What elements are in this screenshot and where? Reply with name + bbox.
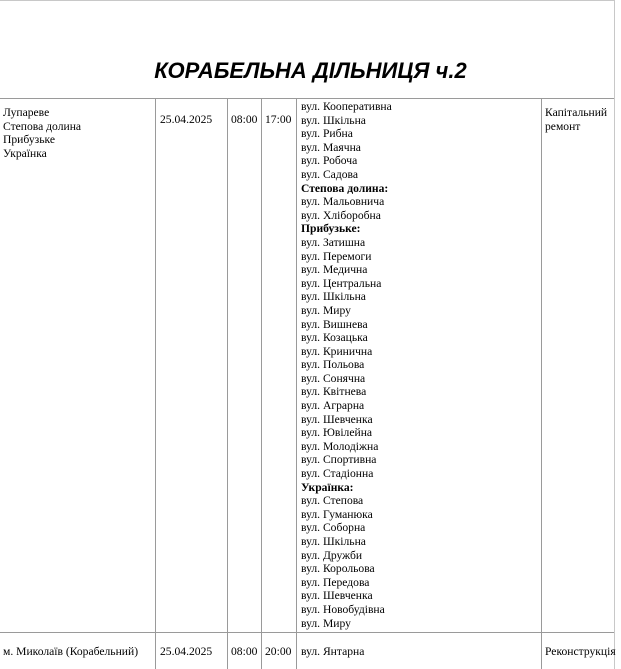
reason-cell: [545, 645, 616, 659]
streets-cell: [301, 100, 392, 630]
settlement-header: Прибузьке:: [301, 222, 361, 236]
date-cell: 25.04.2025: [160, 645, 213, 658]
street-name: вул. Шкільна: [301, 290, 366, 304]
street-name: вул. Сонячна: [301, 371, 366, 385]
street-name: вул. Кооперативна: [301, 100, 392, 113]
street-name: вул. Спортивна: [301, 453, 377, 467]
street-name: вул. Корольова: [301, 562, 375, 576]
page-title: КОРАБЕЛЬНА ДІЛЬНИЦЯ ч.2: [154, 58, 467, 83]
street-name: вул. Дружби: [301, 548, 363, 562]
reason-text: Реконструкція: [545, 645, 616, 658]
street-name: вул. Степова: [301, 494, 364, 508]
street-name: вул. Робоча: [301, 154, 358, 168]
street-name: вул. Хліборобна: [301, 208, 381, 222]
end-time-cell: 17:00: [265, 113, 292, 126]
street-name: вул. Рибна: [301, 127, 353, 141]
street-name: вул. Затишна: [301, 235, 366, 249]
column-divider: [227, 98, 228, 669]
street-name: вул. Вишнева: [301, 317, 368, 331]
street-name: вул. Кринична: [301, 344, 373, 358]
street-name: вул. Новобудівна: [301, 602, 385, 616]
street-name: вул. Соборна: [301, 521, 366, 535]
settlement-header: Степова долина:: [301, 181, 389, 195]
street-name: вул. Стадіонна: [301, 467, 374, 481]
reason-text: ремонт: [545, 119, 581, 133]
street-name: вул. Маячна: [301, 140, 361, 154]
street-name: вул. Шкільна: [301, 113, 366, 127]
column-divider: [261, 98, 262, 669]
end-time-cell: 20:00: [265, 645, 292, 658]
street-name: вул. Янтарна: [301, 645, 365, 658]
streets-cell: [301, 645, 364, 659]
street-name: вул. Миру: [301, 616, 351, 630]
page-right-border: [614, 0, 615, 669]
column-divider: [155, 98, 156, 669]
street-name: вул. Аграрна: [301, 399, 365, 413]
start-time-cell: 08:00: [231, 645, 258, 658]
settlement-name: Українка: [3, 146, 47, 160]
street-name: вул. Садова: [301, 167, 358, 181]
street-name: вул. Передова: [301, 575, 370, 589]
row-divider: [0, 632, 614, 633]
street-name: вул. Центральна: [301, 276, 382, 290]
date-cell: 25.04.2025: [160, 113, 213, 126]
street-name: вул. Шевченка: [301, 589, 373, 603]
street-name: вул. Молодіжна: [301, 439, 379, 453]
table-top-border: [0, 98, 614, 99]
street-name: вул. Шкільна: [301, 535, 366, 548]
column-divider: [541, 98, 542, 669]
settlement-name: Лупареве: [3, 106, 50, 119]
street-name: вул. Перемоги: [301, 249, 372, 263]
settlement-name: м. Миколаїв (Корабельний): [3, 645, 139, 658]
settlements-cell: [3, 106, 81, 160]
column-divider: [296, 98, 297, 669]
street-name: вул. Козацька: [301, 331, 368, 345]
street-name: вул. Шевченка: [301, 412, 373, 426]
street-name: вул. Мальовнича: [301, 195, 385, 209]
settlement-name: Степова долина: [3, 119, 82, 133]
settlement-header: Українка:: [301, 480, 354, 494]
settlement-name: Прибузьке: [3, 133, 55, 147]
street-name: вул. Польова: [301, 358, 365, 372]
street-name: вул. Миру: [301, 303, 351, 317]
settlements-cell: [3, 645, 138, 659]
reason-cell: [545, 106, 607, 133]
street-name: вул. Гуманюка: [301, 507, 373, 521]
page-top-border: [0, 0, 614, 1]
reason-text: Капітальний: [545, 106, 608, 119]
street-name: вул. Квітнева: [301, 385, 367, 399]
street-name: вул. Медична: [301, 263, 368, 277]
start-time-cell: 08:00: [231, 113, 258, 126]
street-name: вул. Ювілейна: [301, 426, 373, 440]
